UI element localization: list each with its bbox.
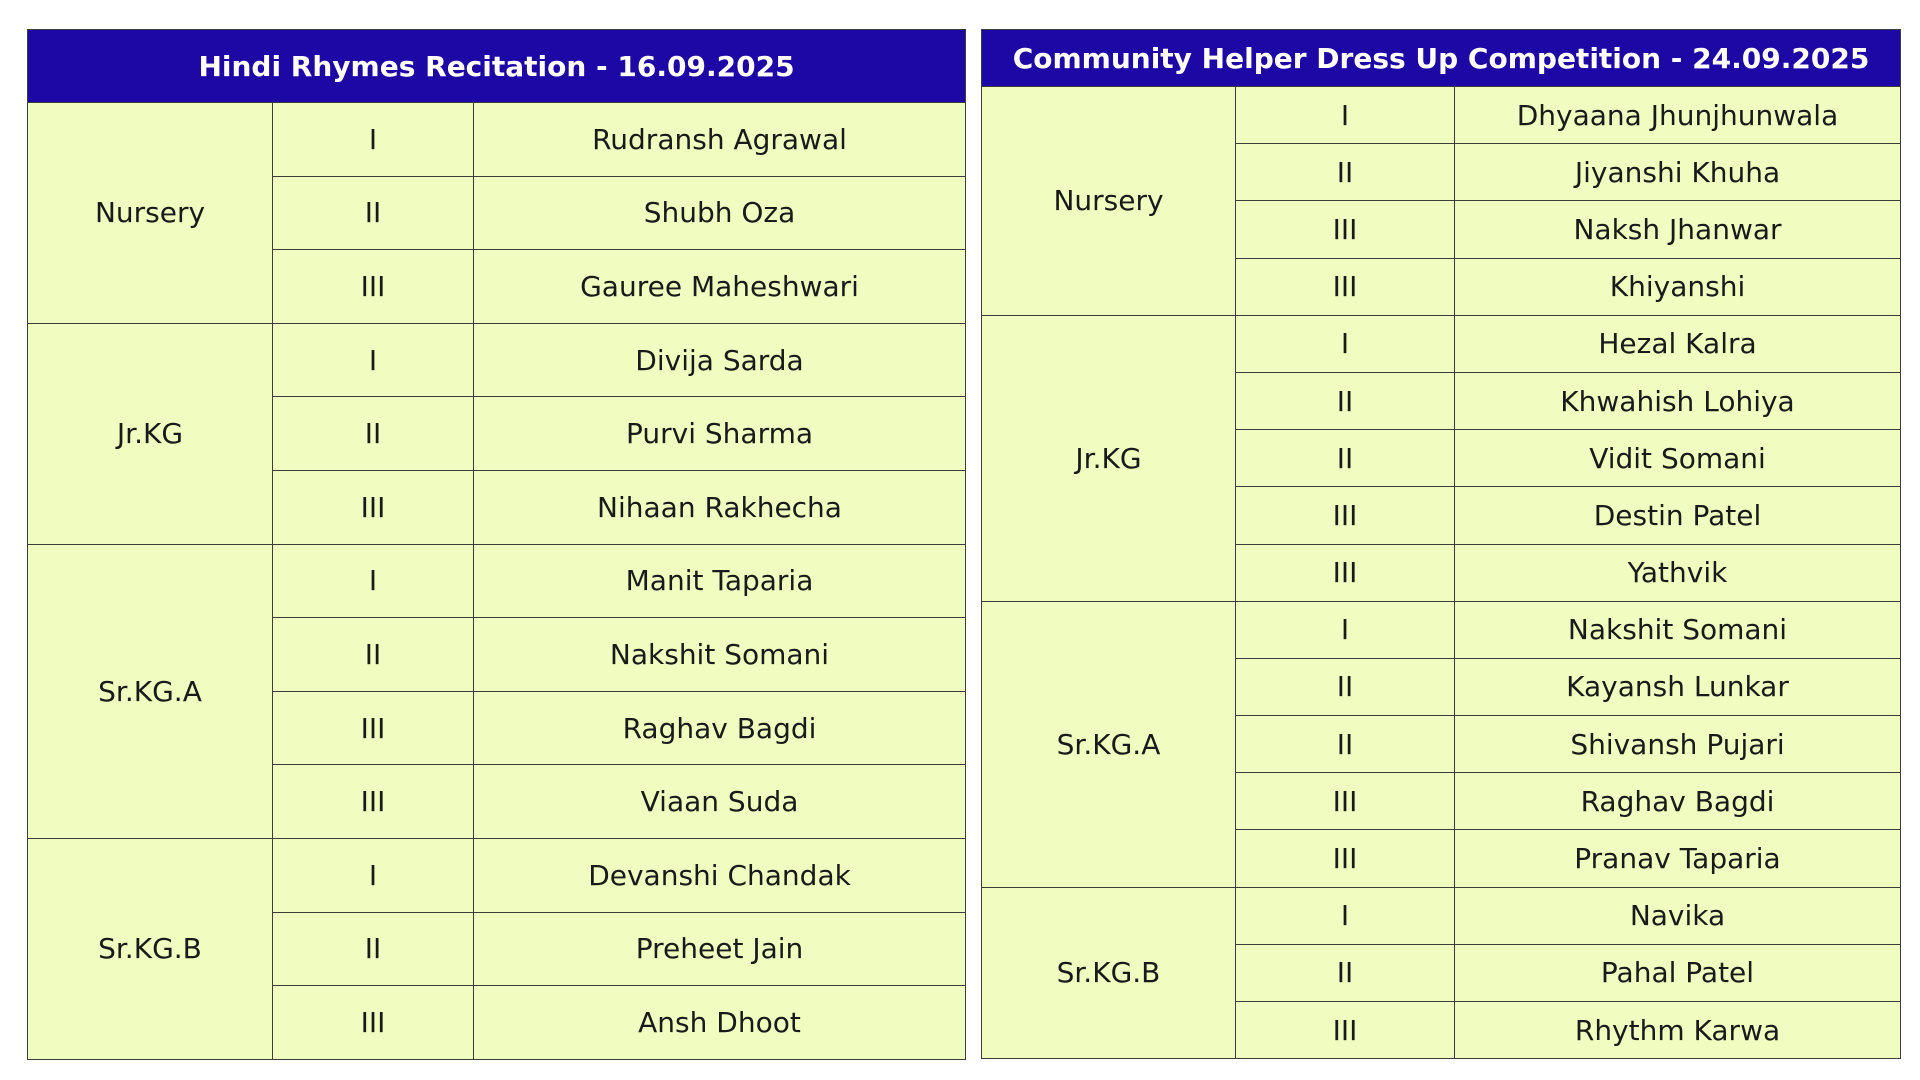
rank-cell: III (273, 250, 474, 324)
rank-cell: III (273, 765, 474, 839)
rank-cell: III (1236, 201, 1455, 258)
student-name-cell: Destin Patel (1455, 487, 1901, 544)
student-name-cell: Yathvik (1455, 544, 1901, 601)
table-header-row (982, 30, 1901, 87)
student-name-cell: Khwahish Lohiya (1455, 372, 1901, 429)
student-name-cell: Preheet Jain (474, 912, 966, 986)
student-name-cell: Shubh Oza (474, 176, 966, 250)
table-row (982, 887, 1901, 944)
table-row (28, 544, 966, 618)
student-name-cell: Divija Sarda (474, 323, 966, 397)
class-name-cell: Sr.KG.B (28, 838, 273, 1059)
rank-cell: III (1236, 1002, 1455, 1059)
rank-cell: II (273, 397, 474, 471)
student-name-cell: Navika (1455, 887, 1901, 944)
student-name-cell: Devanshi Chandak (474, 838, 966, 912)
student-name-cell: Naksh Jhanwar (1455, 201, 1901, 258)
student-name-cell: Raghav Bagdi (1455, 773, 1901, 830)
class-name-cell: Nursery (28, 103, 273, 324)
student-name-cell: Shivansh Pujari (1455, 716, 1901, 773)
rank-cell: I (1236, 887, 1455, 944)
table-row (982, 87, 1901, 144)
community-helper-results-table (981, 29, 1901, 1059)
student-name-cell: Viaan Suda (474, 765, 966, 839)
table-row (28, 323, 966, 397)
class-name-cell: Sr.KG.A (28, 544, 273, 838)
class-name-cell: Nursery (982, 87, 1236, 316)
table-row (28, 103, 966, 177)
table-body (982, 87, 1901, 1059)
student-name-cell: Gauree Maheshwari (474, 250, 966, 324)
rank-cell: I (273, 323, 474, 397)
student-name-cell: Pranav Taparia (1455, 830, 1901, 887)
student-name-cell: Pahal Patel (1455, 944, 1901, 1001)
rank-cell: I (273, 838, 474, 912)
student-name-cell: Jiyanshi Khuha (1455, 144, 1901, 201)
table-header-row (28, 30, 966, 103)
rank-cell: II (1236, 658, 1455, 715)
rank-cell: II (273, 176, 474, 250)
student-name-cell: Hezal Kalra (1455, 315, 1901, 372)
student-name-cell: Vidit Somani (1455, 430, 1901, 487)
student-name-cell: Nakshit Somani (1455, 601, 1901, 658)
student-name-cell: Rudransh Agrawal (474, 103, 966, 177)
rank-cell: III (1236, 258, 1455, 315)
student-name-cell: Manit Taparia (474, 544, 966, 618)
rank-cell: III (273, 691, 474, 765)
class-name-cell: Jr.KG (982, 315, 1236, 601)
rank-cell: III (1236, 544, 1455, 601)
rank-cell: II (1236, 716, 1455, 773)
rank-cell: I (273, 103, 474, 177)
student-name-cell: Nihaan Rakhecha (474, 470, 966, 544)
student-name-cell: Raghav Bagdi (474, 691, 966, 765)
rank-cell: III (1236, 830, 1455, 887)
rank-cell: II (1236, 372, 1455, 429)
class-name-cell: Sr.KG.A (982, 601, 1236, 887)
table-row (982, 601, 1901, 658)
rank-cell: I (1236, 601, 1455, 658)
student-name-cell: Kayansh Lunkar (1455, 658, 1901, 715)
student-name-cell: Rhythm Karwa (1455, 1002, 1901, 1059)
rank-cell: II (1236, 430, 1455, 487)
rank-cell: I (273, 544, 474, 618)
student-name-cell: Nakshit Somani (474, 618, 966, 692)
student-name-cell: Dhyaana Jhunjhunwala (1455, 87, 1901, 144)
table-title: Community Helper Dress Up Competition - 24.09.2025 (982, 30, 1901, 87)
rank-cell: III (273, 986, 474, 1060)
table-body (28, 103, 966, 1060)
table-title: Hindi Rhymes Recitation - 16.09.2025 (28, 30, 966, 103)
rank-cell: II (1236, 944, 1455, 1001)
table-row (982, 315, 1901, 372)
rank-cell: I (1236, 315, 1455, 372)
table-row (28, 838, 966, 912)
class-name-cell: Sr.KG.B (982, 887, 1236, 1059)
rank-cell: II (1236, 144, 1455, 201)
rank-cell: III (1236, 487, 1455, 544)
hindi-rhymes-results-table (27, 29, 966, 1060)
rank-cell: II (273, 912, 474, 986)
class-name-cell: Jr.KG (28, 323, 273, 544)
rank-cell: III (273, 470, 474, 544)
rank-cell: II (273, 618, 474, 692)
student-name-cell: Ansh Dhoot (474, 986, 966, 1060)
student-name-cell: Purvi Sharma (474, 397, 966, 471)
student-name-cell: Khiyanshi (1455, 258, 1901, 315)
rank-cell: I (1236, 87, 1455, 144)
rank-cell: III (1236, 773, 1455, 830)
